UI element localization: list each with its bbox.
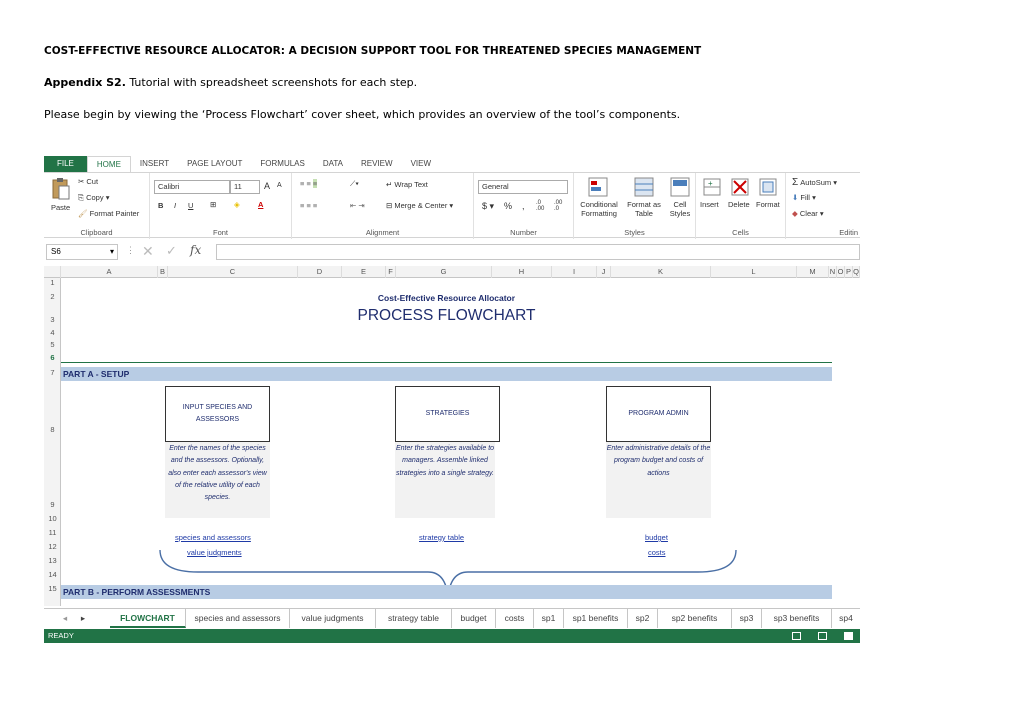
step-box-species: INPUT SPECIES AND ASSESSORS (165, 386, 270, 442)
sheet-tab[interactable]: sp2 benefits (658, 609, 732, 628)
copy-button[interactable]: ⎘ Copy ▾ (78, 193, 110, 202)
number-format-select[interactable]: General (478, 180, 568, 194)
row-header[interactable]: 5 (50, 340, 55, 349)
cells-label: Cells (732, 228, 749, 237)
intro-text: Please begin by viewing the ‘Process Flowchart’ cover sheet, which provides an overview of the tool’s components. (44, 108, 681, 121)
svg-text:+: + (708, 179, 713, 188)
sheet-tab[interactable]: sp4 (839, 613, 853, 623)
page-break-view-icon[interactable] (844, 632, 853, 640)
row-header[interactable]: 7 (50, 368, 55, 377)
borders-icon[interactable]: ⊞ (210, 200, 217, 209)
editing-group (786, 173, 860, 239)
row-header[interactable]: 14 (48, 570, 57, 579)
tab-view[interactable]: VIEW (410, 159, 432, 168)
font-name-select[interactable]: Calibri (154, 180, 230, 194)
number-label: Number (510, 228, 537, 237)
conditional-label-2: Formatting (581, 209, 617, 218)
paste-icon[interactable] (50, 177, 70, 203)
format-as-label-2: Table (635, 209, 653, 218)
row-header[interactable]: 10 (48, 514, 57, 523)
column-header[interactable]: A (61, 266, 158, 278)
format-as-label-1: Format as (627, 200, 661, 209)
clear-button[interactable]: ◆ Clear ▾ (792, 209, 824, 218)
font-size-select[interactable]: 11 (230, 180, 260, 194)
scissors-icon: ✂ (78, 177, 85, 186)
row-header[interactable]: 4 (50, 328, 55, 337)
format-button[interactable]: Format (756, 200, 780, 209)
sheet-tab[interactable]: sp1 benefits (564, 609, 628, 628)
step-desc-species: Enter the names of the species and the assessors. Optionally, also enter each assessor's view of the relative utility of each species. (165, 442, 270, 518)
column-header[interactable]: N (829, 267, 836, 276)
worksheet-grid (44, 266, 860, 606)
status-bar (44, 629, 860, 643)
link-species-and-assessors[interactable]: species and assessors (175, 533, 251, 542)
decrease-decimal-icon[interactable]: .00 .0 (554, 200, 563, 212)
insert-button[interactable]: Insert (700, 200, 719, 209)
font-color-icon[interactable]: A (258, 200, 264, 209)
column-header[interactable]: J (597, 266, 611, 278)
row-header[interactable]: 3 (50, 315, 55, 324)
scroll-left-icon[interactable]: ◂ (62, 613, 68, 623)
row-header[interactable]: 12 (48, 542, 57, 551)
insert-cells-icon[interactable] (702, 177, 722, 197)
styles-group (574, 173, 696, 239)
normal-view-icon[interactable] (792, 632, 801, 640)
status-text: READY (48, 631, 74, 640)
shrink-font-button[interactable]: A (277, 182, 282, 189)
sheet-subtitle: Cost-Effective Resource Allocator (377, 293, 516, 303)
percent-button[interactable]: % (504, 201, 513, 211)
part-a-header: PART A - SETUP (61, 367, 832, 381)
column-header[interactable]: M (797, 266, 829, 278)
cells-area[interactable] (61, 278, 860, 606)
paintbrush-icon: 🖌 (78, 209, 88, 218)
row-header[interactable]: 2 (50, 292, 55, 301)
column-header[interactable]: O (837, 267, 844, 276)
grow-font-button[interactable]: A (264, 181, 271, 191)
row-header-selected[interactable]: 6 (50, 353, 55, 362)
alignment-label: Alignment (365, 228, 400, 237)
format-painter-label: Format Painter (89, 209, 140, 218)
column-header[interactable]: P (845, 267, 851, 276)
function-icon[interactable]: fx (190, 243, 202, 257)
font-group (150, 173, 292, 239)
comma-button[interactable]: , (522, 201, 525, 211)
column-header[interactable]: H (492, 266, 552, 278)
column-header[interactable]: E (342, 266, 386, 278)
fill-color-icon[interactable]: ◈ (234, 200, 240, 209)
delete-cells-icon[interactable] (730, 177, 750, 197)
column-header[interactable]: F (386, 266, 396, 278)
styles-label: Styles (624, 228, 645, 237)
format-painter-button[interactable] (78, 209, 139, 218)
cell-styles-label-1: Cell (673, 200, 687, 209)
sheet-tab-bar (44, 608, 860, 628)
currency-button[interactable]: $ ▾ (482, 201, 495, 211)
tab-home[interactable]: HOME (87, 156, 131, 172)
conditional-label-1: Conditional (580, 200, 618, 209)
link-strategy-table[interactable]: strategy table (419, 533, 465, 542)
sheet-tab[interactable]: sp2 (628, 609, 658, 628)
wrap-text-icon: ↵ (386, 180, 393, 189)
column-header[interactable]: G (396, 266, 492, 278)
scroll-right-icon[interactable]: ▸ (80, 613, 86, 623)
step-desc-strategies: Enter the strategies available to managers. Assemble linked strategies into a single strategy. (395, 442, 495, 518)
cell-styles-icon[interactable] (670, 177, 690, 197)
bold-button[interactable]: B (158, 201, 164, 210)
row-header[interactable]: 8 (50, 425, 55, 434)
editing-label: Editin (839, 228, 858, 237)
column-header[interactable]: K (611, 266, 711, 278)
cut-label: Cut (86, 177, 99, 186)
part-b-header: PART B - PERFORM ASSESSMENTS (61, 585, 832, 599)
row-header[interactable]: 9 (50, 500, 55, 509)
cancel-icon[interactable]: ✕ (142, 243, 154, 259)
autosum-label: AutoSum (800, 178, 832, 187)
appendix-text: Tutorial with spreadsheet screenshots for each step. (125, 76, 418, 89)
alignment-group (292, 173, 474, 239)
row-header[interactable]: 1 (50, 278, 55, 287)
wrap-text-label: Wrap Text (394, 180, 428, 189)
column-header[interactable]: D (298, 266, 342, 278)
excel-window (44, 156, 860, 643)
chevron-down-icon[interactable]: ▾ (109, 247, 114, 256)
underline-button[interactable]: U (188, 201, 194, 210)
appendix-label: Appendix S2. (44, 76, 126, 89)
column-header[interactable]: C (168, 266, 298, 278)
font-label: Font (212, 228, 228, 237)
eraser-icon: ◆ (792, 209, 798, 218)
format-cells-icon[interactable] (758, 177, 778, 197)
tab-insert[interactable]: INSERT (139, 159, 170, 168)
cell-styles-button[interactable] (666, 200, 694, 218)
sheet-title: PROCESS FLOWCHART (357, 307, 536, 324)
orientation-icon[interactable]: ⟋▾ (350, 179, 359, 188)
document-title: COST-EFFECTIVE RESOURCE ALLOCATOR: A DECISION SUPPORT TOOL FOR THREATENED SPECIES MANAGEMENT (44, 45, 702, 57)
increase-decimal-icon[interactable]: .0 .00 (536, 200, 545, 212)
autosum-button[interactable]: Σ AutoSum ▾ (792, 177, 837, 188)
sheet-tab[interactable]: strategy table (376, 609, 452, 628)
name-box-value: S6 (51, 247, 61, 256)
merge-label: Merge & Center (394, 201, 448, 210)
italic-button[interactable]: I (174, 201, 177, 210)
copy-icon: ⎘ (78, 193, 84, 202)
tab-file[interactable]: FILE (44, 156, 87, 172)
step-box-strategies: STRATEGIES (395, 386, 500, 442)
sheet-tab[interactable]: sp1 (534, 609, 564, 628)
more-icon: ⋮ (126, 245, 135, 255)
paste-button[interactable]: Paste (51, 203, 71, 212)
delete-button[interactable]: Delete (728, 200, 750, 209)
row-header[interactable]: 13 (48, 556, 57, 565)
row-header[interactable]: 11 (48, 528, 57, 537)
formula-bar (44, 242, 860, 262)
selected-row-indicator (61, 362, 832, 363)
column-headers (44, 266, 860, 278)
row-headers (44, 278, 61, 606)
format-as-table-button[interactable] (624, 200, 664, 218)
number-group (474, 173, 574, 239)
clipboard-label: Clipboard (80, 228, 113, 237)
merge-icon: ⊟ (386, 201, 393, 210)
column-header[interactable]: I (552, 266, 597, 278)
format-as-table-icon[interactable] (634, 177, 654, 197)
align-top-icon[interactable]: ≡ ≡ ≡ (300, 179, 318, 188)
row-header[interactable]: 15 (48, 584, 57, 593)
sheet-tab[interactable]: budget (452, 609, 496, 628)
formula-input[interactable] (216, 244, 860, 260)
tab-page-layout[interactable]: PAGE LAYOUT (187, 159, 243, 168)
fill-down-icon: ⬇ (792, 193, 799, 202)
indent-icon[interactable]: ⇤ ⇥ (350, 201, 365, 210)
page-layout-view-icon[interactable] (818, 632, 827, 640)
link-value-judgments[interactable]: value judgments (187, 548, 242, 557)
sheet-tab-flowchart[interactable]: FLOWCHART (110, 609, 186, 628)
merge-center-button[interactable]: ⊟ Merge & Center ▾ (386, 201, 454, 210)
step-box-program-admin: PROGRAM ADMIN (606, 386, 711, 442)
step-desc-program-admin: Enter administrative details of the program budget and costs of actions (606, 442, 711, 518)
tab-review[interactable]: REVIEW (361, 159, 393, 168)
name-box[interactable] (46, 244, 118, 260)
select-all-corner[interactable] (44, 266, 61, 278)
cut-button[interactable] (78, 177, 98, 186)
fill-button[interactable]: ⬇ Fill ▾ (792, 193, 816, 202)
sheet-tab[interactable]: sp3 benefits (762, 609, 832, 628)
column-header[interactable]: Q (853, 267, 859, 276)
conditional-formatting-button[interactable] (576, 200, 622, 218)
tab-data[interactable]: DATA (322, 159, 343, 168)
link-budget[interactable]: budget (645, 533, 668, 542)
sheet-tab[interactable]: value judgments (290, 609, 376, 628)
conditional-formatting-icon[interactable] (588, 177, 608, 197)
column-header[interactable]: B (158, 266, 168, 278)
enter-icon[interactable]: ✓ (166, 243, 177, 258)
cell-styles-label-2: Styles (669, 209, 691, 218)
sheet-tab[interactable]: costs (496, 609, 534, 628)
ribbon (44, 172, 860, 238)
fill-label: Fill (800, 193, 810, 202)
clear-label: Clear (799, 209, 818, 218)
currency-label: $ (482, 201, 488, 211)
appendix-line (44, 76, 417, 89)
sigma-icon: Σ (792, 177, 799, 188)
sheet-tab[interactable]: species and assessors (186, 609, 290, 628)
clipboard-group (44, 173, 150, 239)
column-header[interactable]: L (711, 266, 797, 278)
cells-group (696, 173, 786, 239)
copy-label: Copy (86, 193, 104, 202)
ribbon-tab-bar (44, 156, 860, 172)
align-left-icon[interactable]: ≡ ≡ ≡ (300, 201, 318, 210)
link-costs[interactable]: costs (648, 548, 666, 557)
tab-formulas[interactable]: FORMULAS (260, 159, 305, 168)
sheet-tab[interactable]: sp3 (732, 609, 762, 628)
wrap-text-button[interactable] (386, 180, 428, 189)
